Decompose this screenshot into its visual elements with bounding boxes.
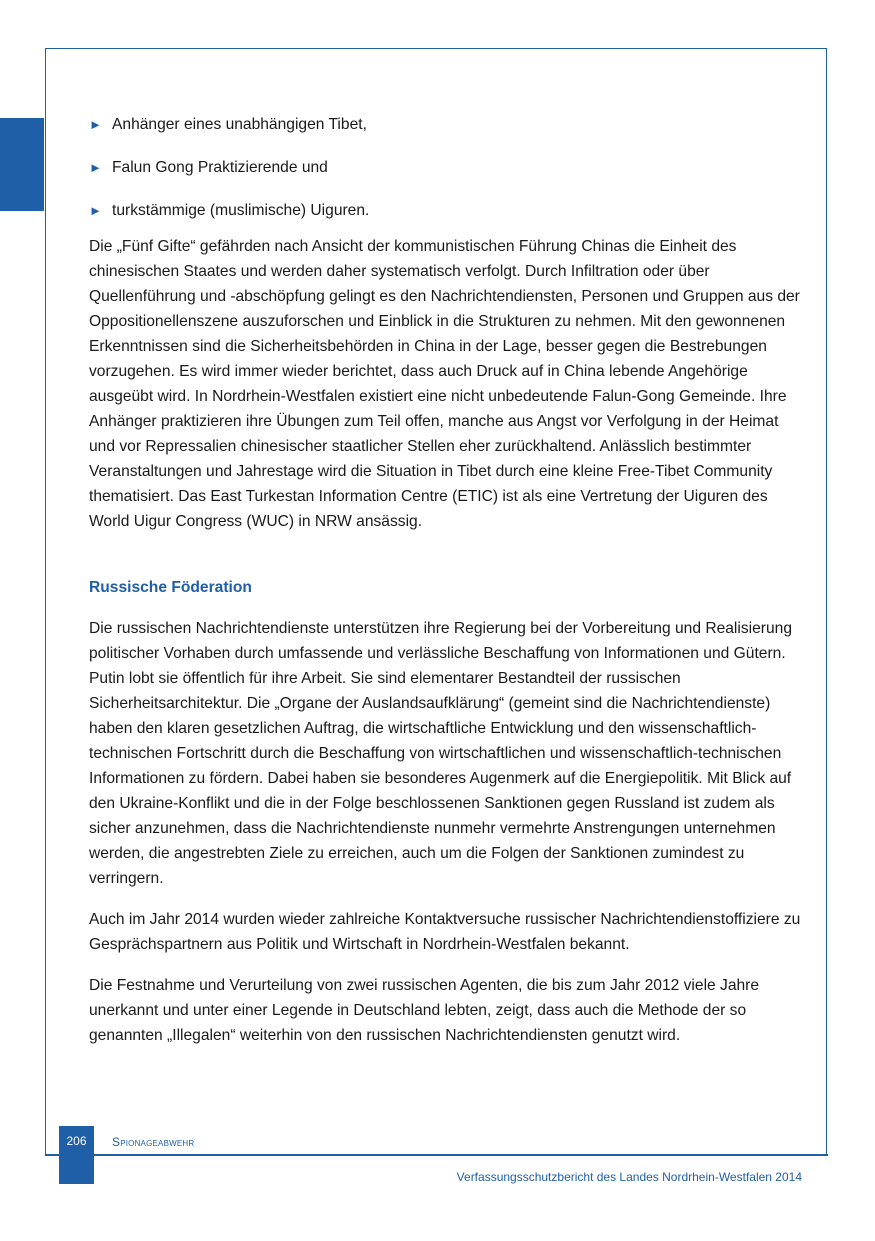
bullet-item [89, 155, 801, 180]
bullet-arrow-icon: ► [89, 160, 102, 175]
bullet-arrow-icon: ► [89, 203, 102, 218]
bullet-text: turkstämmige (muslimische) Uiguren. [112, 202, 370, 219]
page-content [89, 112, 801, 1064]
bullet-arrow-icon: ► [89, 117, 102, 132]
page-number: 206 [66, 1134, 87, 1148]
side-tab-marker [0, 118, 44, 211]
footer-section-label: Spionageabwehr [112, 1135, 195, 1149]
paragraph-intro: Die „Fünf Gifte“ gefährden nach Ansicht der kommunistischen Führung Chinas die Einheit des chinesischen Staates und werden daher systematisch verfolgt. Durch Infiltration oder über Quellenführung und -abschöpfung gelingt es den Nachrichtendiensten, Personen und Gruppen aus der Oppositionellenszene auszuforschen und Einblick in die Strukturen zu nehmen. Mit den gewonnenen Erkenntnissen sind die Sicherheitsbehörden in China in der Lage, besser gegen die Bestrebungen vorzugehen. Es wird immer wieder berichtet, dass auch Druck auf in China lebende Angehörige ausgeübt wird. In Nordrhein-Westfalen existiert eine nicht unbedeutende Falun-Gong Gemeinde. Ihre Anhänger praktizieren ihre Übungen zum Teil offen, manche aus Angst vor Verfolgung in der Heimat und vor Repressalien chinesischer staatlicher Stellen eher zurückhaltend. Anlässlich bestimmter Veranstaltungen und Jahrestage wird die Situation in Tibet durch eine kleine Free-Tibet Community thematisiert. Das East Turkestan Information Centre (ETIC) ist als eine Vertretung der Uiguren des World Uigur Congress (WUC) in NRW ansässig. [89, 238, 800, 530]
footer-report-title: Verfassungsschutzbericht des Landes Nordrhein-Westfalen 2014 [456, 1170, 802, 1184]
paragraph-russia-1: Die russischen Nachrichtendienste unterstützen ihre Regierung bei der Vorbereitung und Realisierung politischer Vorhaben durch umfassende und verlässliche Beschaffung von Informationen und Gütern. Putin lobt sie öffentlich für ihre Arbeit. Sie sind elementarer Bestandteil der russischen Sicherheitsarchitektur. Die „Organe der Auslandsaufklärung“ (gemeint sind die Nachrichtendienste) haben den klaren gesetzlichen Auftrag, die wirtschaftliche Entwicklung und den wissenschaftlich-technischen Fortschritt durch die Beschaffung von wirtschaftlichen und wissenschaftlich-technischen Informationen zu fördern. Dabei haben sie besonderes Augenmerk auf die Energiepolitik. Mit Blick auf den Ukraine-Konflikt und die in der Folge beschlossenen Sanktionen gegen Russland ist zudem als sicher anzunehmen, dass die Nachrichtendienste nunmehr vermehrte Anstrengungen unternehmen werden, die angestrebten Ziele zu erreichen, auch um die Folgen der Sanktionen zumindest zu verringern. [89, 620, 792, 887]
bullet-text: Falun Gong Praktizierende und [112, 159, 328, 176]
bullet-text: Anhänger eines unabhängigen Tibet, [112, 116, 367, 133]
section-heading: Russische Föderation [89, 579, 252, 596]
paragraph-russia-2: Auch im Jahr 2014 wurden wieder zahlreiche Kontaktversuche russischer Nachrichtendienstoffiziere zu Gesprächspartnern aus Politik und Wirtschaft in Nordrhein-Westfalen bekannt. [89, 911, 801, 953]
paragraph-russia-3: Die Festnahme und Verurteilung von zwei russischen Agenten, die bis zum Jahr 2012 viele Jahre unerkannt und unter einer Legende in Deutschland lebten, zeigt, dass auch die Methode der so genannten „Illegalen“ weiterhin von den russischen Nachrichtendiensten genutzt wird. [89, 977, 760, 1044]
bullet-item [89, 112, 801, 137]
page-number-box [59, 1126, 94, 1184]
footer-rule [45, 1154, 828, 1156]
bullet-item [89, 198, 801, 223]
